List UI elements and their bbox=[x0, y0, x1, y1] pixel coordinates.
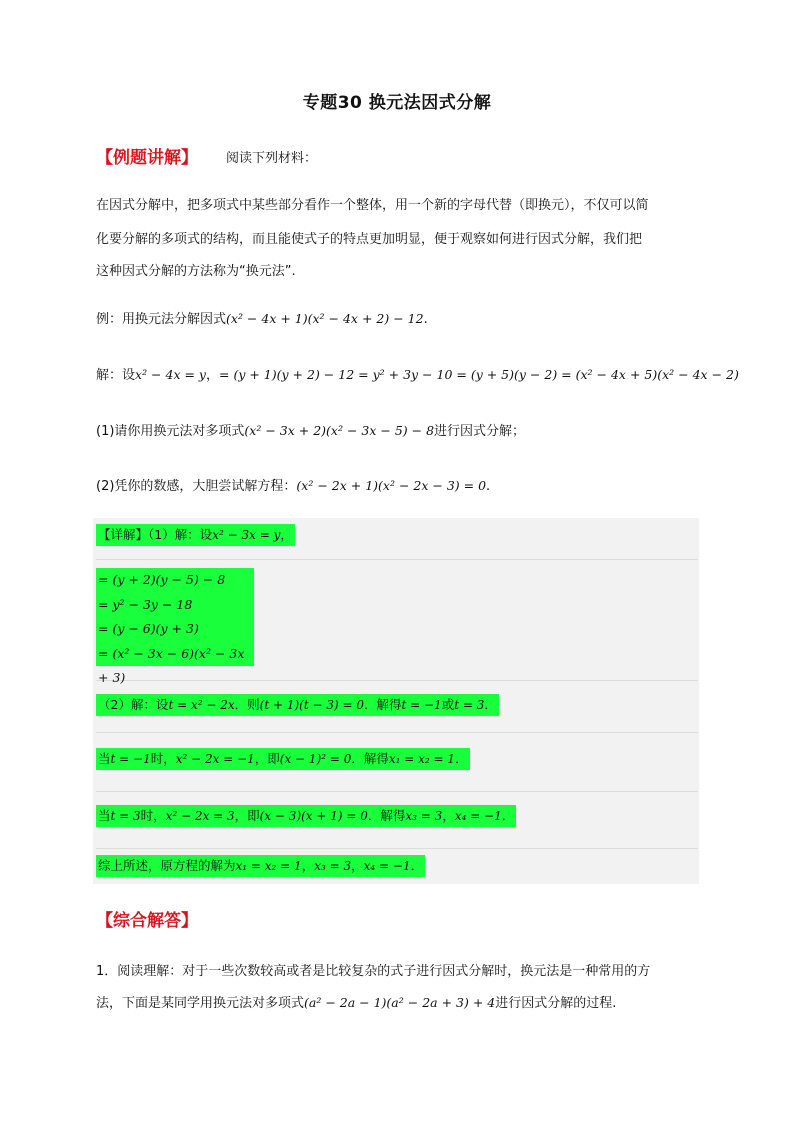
case-2-math: x₃ = 3 bbox=[405, 809, 443, 823]
conclusion-text: ， bbox=[351, 858, 364, 873]
question-2-prefix: (2)凭你的数感，大胆尝试解方程： bbox=[96, 479, 297, 494]
detail-case-2 bbox=[96, 805, 516, 827]
solution-line bbox=[96, 364, 739, 383]
case-2-text: ．解得 bbox=[367, 808, 406, 823]
case-1-math: x₁ = x₂ = 1 bbox=[388, 752, 456, 766]
detail-steps bbox=[96, 568, 254, 685]
problem-1-line-2 bbox=[96, 992, 616, 1011]
detail-substitution: x² − 3x = y bbox=[212, 528, 281, 542]
case-2-math: t = 3 bbox=[110, 809, 141, 823]
comprehensive-heading: 【综合解答】 bbox=[96, 911, 198, 931]
case-2-math: x₄ = −1 bbox=[454, 809, 502, 823]
example-line bbox=[96, 308, 428, 327]
question-2-suffix: . bbox=[486, 479, 491, 494]
solution-comma: ， bbox=[205, 368, 219, 383]
question-1-prefix: (1)请你用换元法对多项式 bbox=[96, 424, 245, 439]
problem-1-text: 法，下面是某同学用换元法对多项式 bbox=[96, 996, 305, 1011]
question-1 bbox=[96, 420, 525, 439]
page-title: 专题30 换元法因式分解 bbox=[302, 93, 492, 113]
detail-line-1 bbox=[96, 524, 295, 546]
problem-1-line-1: 1．阅读理解：对于一些次数较高或者是比较复杂的式子进行因式分解时，换元法是一种常用的方 bbox=[96, 964, 651, 979]
case-2-text: ． bbox=[501, 808, 515, 823]
detail-step: = (y − 6)(y + 3) bbox=[98, 621, 199, 636]
part-2-text: ． bbox=[484, 697, 497, 712]
solution-substitution: x² − 4x = y bbox=[135, 367, 206, 382]
detail-part-2 bbox=[96, 694, 499, 716]
answer-divider bbox=[96, 732, 698, 733]
answer-divider bbox=[96, 791, 698, 792]
case-1-text: ，即 bbox=[254, 751, 280, 766]
problem-1-text: 进行因式分解的过程. bbox=[495, 996, 617, 1011]
conclusion-math: x₃ = 3 bbox=[314, 859, 352, 873]
example-prefix: 例：用换元法分解因式 bbox=[96, 312, 227, 327]
part-2-math: t = x² − 2x bbox=[168, 698, 235, 712]
example-heading: 【例题讲解】 bbox=[96, 148, 198, 168]
part-2-text: （2）解：设 bbox=[98, 697, 169, 712]
question-1-expression: (x² − 3x + 2)(x² − 3x − 5) − 8 bbox=[244, 423, 435, 438]
question-2 bbox=[96, 475, 490, 494]
answer-divider bbox=[96, 559, 698, 560]
part-2-text: ．解得 bbox=[363, 697, 402, 712]
conclusion-text: ． bbox=[410, 858, 424, 873]
detail-step: = (x² − 3x − 6)(x² − 3x + 3) bbox=[98, 645, 245, 685]
detail-conclusion bbox=[96, 855, 425, 877]
detail-line-1-end: ， bbox=[280, 527, 293, 542]
case-2-text: ， bbox=[442, 808, 455, 823]
part-2-text: ．则 bbox=[234, 697, 260, 712]
intro-line-3: 这种因式分解的方法称为“换元法”. bbox=[96, 264, 296, 279]
intro-line-1: 在因式分解中，把多项式中某些部分看作一个整体，用一个新的字母代替（即换元），不仅可以简 bbox=[96, 198, 649, 213]
question-1-suffix: 进行因式分解； bbox=[434, 424, 526, 439]
case-2-text: ，即 bbox=[234, 808, 260, 823]
conclusion-text: ， bbox=[301, 858, 315, 873]
part-2-math: t = 3 bbox=[454, 698, 485, 712]
part-2-math: (t + 1)(t − 3) = 0 bbox=[259, 698, 364, 712]
detail-step: = (y + 2)(y − 5) − 8 bbox=[98, 572, 226, 587]
detail-label: 【详解】（1）解：设 bbox=[98, 527, 213, 542]
question-2-expression: (x² − 2x + 1)(x² − 2x − 3) = 0 bbox=[296, 478, 487, 493]
example-expression: (x² − 4x + 1)(x² − 4x + 2) − 12 bbox=[226, 311, 424, 326]
conclusion-text: 综上所述，原方程的解为 bbox=[98, 858, 236, 873]
case-2-text: 当 bbox=[98, 808, 111, 823]
conclusion-math: x₁ = x₂ = 1 bbox=[235, 859, 302, 873]
case-1-math: t = −1 bbox=[110, 752, 151, 766]
example-note: 阅读下列材料： bbox=[226, 151, 318, 166]
example-suffix: . bbox=[423, 312, 428, 327]
case-1-text: 时， bbox=[150, 751, 176, 766]
problem-1-expression: (a² − 2a − 1)(a² − 2a + 3) + 4 bbox=[304, 995, 496, 1010]
case-1-text: ． bbox=[455, 751, 468, 766]
case-1-math: (x − 1)² = 0 bbox=[279, 752, 352, 766]
case-1-text: 当 bbox=[98, 751, 111, 766]
case-2-text: 时， bbox=[140, 808, 166, 823]
intro-line-2: 化要分解的多项式的结构，而且能使式子的特点更加明显，便于观察如何进行因式分解，我们把 bbox=[96, 232, 643, 247]
solution-prefix: 解：设 bbox=[96, 368, 136, 383]
case-2-math: (x − 3)(x + 1) = 0 bbox=[259, 809, 368, 823]
case-1-math: x² − 2x = −1 bbox=[175, 752, 255, 766]
conclusion-math: x₄ = −1 bbox=[363, 859, 411, 873]
part-2-math: t = −1 bbox=[401, 698, 442, 712]
solution-expression: = (y + 1)(y + 2) − 12 = y² + 3y − 10 = (y + 5)(y − 2) = (x² − 4x + 5)(x² − 4x − 2) bbox=[219, 367, 739, 382]
detail-case-1 bbox=[96, 748, 470, 770]
answer-divider bbox=[96, 848, 698, 849]
case-2-math: x² − 2x = 3 bbox=[165, 809, 235, 823]
part-2-text: 或 bbox=[441, 697, 455, 712]
case-1-text: ．解得 bbox=[351, 751, 389, 766]
detail-step: = y² − 3y − 18 bbox=[98, 596, 193, 612]
